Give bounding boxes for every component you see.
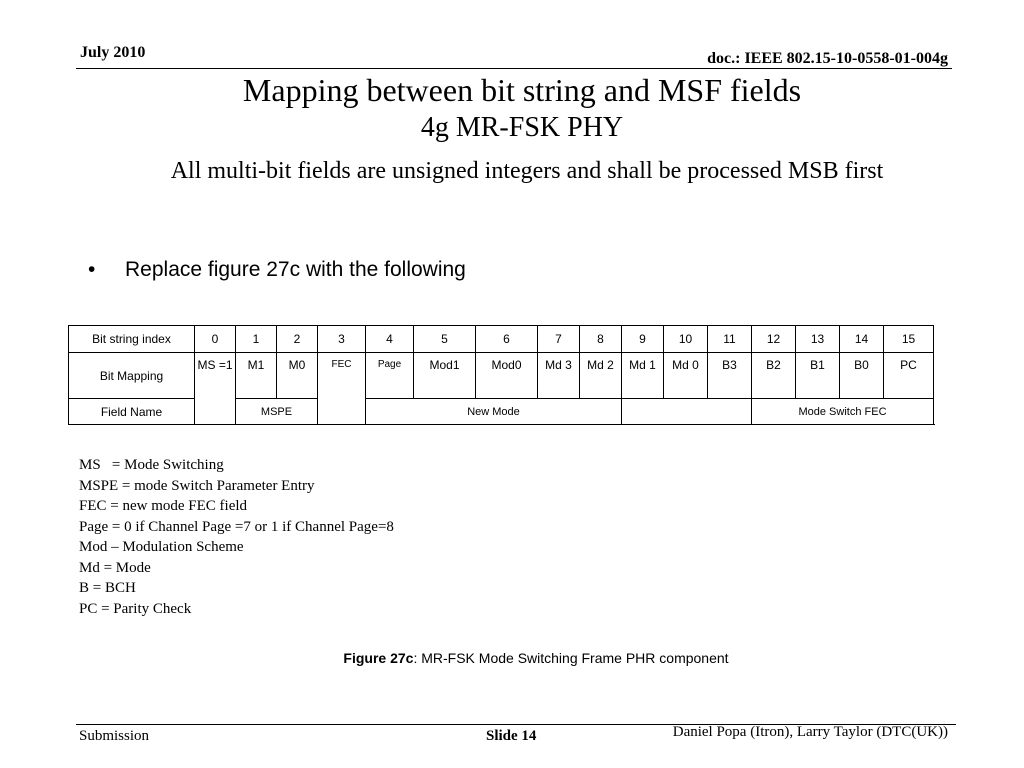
definition-item: PC = Parity Check	[79, 600, 192, 617]
table-row-field-name	[69, 399, 934, 425]
footer-authors: Daniel Popa (Itron), Larry Taylor (DTC(UK))	[672, 724, 948, 740]
bit-mapping-table	[68, 325, 934, 425]
mapping-cell: Md 0	[664, 353, 708, 399]
mapping-cell: MS =1	[195, 353, 236, 399]
bullet-icon: •	[88, 258, 96, 281]
figure-caption	[0, 650, 1024, 666]
definition-item: MS = Mode Switching	[79, 457, 224, 473]
row-header-bit-mapping: Bit Mapping	[69, 353, 195, 399]
header-date: July 2010	[80, 44, 146, 61]
index-cell: 7	[538, 326, 580, 353]
mapping-cell: M1	[236, 353, 277, 399]
mapping-cell: B2	[752, 353, 796, 399]
mapping-cell: B1	[796, 353, 840, 399]
definitions-list	[79, 455, 394, 619]
definition-item: B = BCH	[79, 580, 136, 596]
mapping-cell: Mod1	[414, 353, 476, 399]
field-cell-mspe: MSPE	[236, 399, 318, 425]
index-cell: 14	[840, 326, 884, 353]
header-doc-id: doc.: IEEE 802.15-10-0558-01-004g	[707, 50, 948, 67]
index-cell: 1	[236, 326, 277, 353]
row-header-field-name: Field Name	[69, 399, 195, 425]
field-cell-empty	[195, 399, 236, 425]
footer-submission: Submission	[79, 728, 150, 744]
definition-item: FEC = new mode FEC field	[79, 498, 248, 514]
bullet-text: Replace figure 27c with the following	[125, 258, 466, 281]
index-cell: 2	[277, 326, 318, 353]
slide-title: Mapping between bit string and MSF fields	[242, 72, 802, 108]
mapping-cell: Mod0	[476, 353, 538, 399]
field-cell-mode-switch-fec: Mode Switch FEC	[752, 399, 934, 425]
mapping-cell: Md 1	[622, 353, 664, 399]
mapping-cell: Page	[366, 353, 414, 399]
figure-caption-text: : MR-FSK Mode Switching Frame PHR component	[413, 650, 729, 666]
bullet-item	[88, 258, 466, 282]
mapping-cell: FEC	[318, 353, 366, 399]
index-cell: 5	[414, 326, 476, 353]
index-cell: 13	[796, 326, 840, 353]
index-cell: 12	[752, 326, 796, 353]
field-cell-empty	[622, 399, 752, 425]
slide-title-line2: 4g MR-FSK PHY	[420, 112, 624, 143]
figure-caption-label: Figure 27c	[343, 650, 414, 666]
table-row-mapping	[69, 353, 934, 399]
field-cell-new-mode: New Mode	[366, 399, 622, 425]
mapping-cell: B0	[840, 353, 884, 399]
table-row-index	[69, 326, 934, 353]
footer-slide-number: Slide 14	[486, 728, 537, 744]
mapping-cell: Md 3	[538, 353, 580, 399]
index-cell: 8	[580, 326, 622, 353]
index-cell: 6	[476, 326, 538, 353]
index-cell: 0	[195, 326, 236, 353]
mapping-cell: Md 2	[580, 353, 622, 399]
mapping-cell: PC	[884, 353, 934, 399]
index-cell: 10	[664, 326, 708, 353]
definition-item: Md = Mode	[79, 559, 151, 576]
index-cell: 9	[622, 326, 664, 353]
index-cell: 11	[708, 326, 752, 353]
index-cell: 4	[366, 326, 414, 353]
definition-item: MSPE = mode Switch Parameter Entry	[79, 477, 315, 494]
definition-item: Page = 0 if Channel Page =7 or 1 if Channel Page=8	[79, 518, 394, 535]
index-cell: 15	[884, 326, 934, 353]
header-divider	[76, 68, 952, 69]
definition-item: Mod – Modulation Scheme	[79, 539, 244, 555]
mapping-cell: B3	[708, 353, 752, 399]
row-header-bit-index: Bit string index	[69, 326, 195, 353]
index-cell: 3	[318, 326, 366, 353]
slide-subtitle: All multi-bit fields are unsigned integers and shall be processed MSB first	[170, 158, 884, 184]
field-cell-empty	[318, 399, 366, 425]
mapping-cell: M0	[277, 353, 318, 399]
